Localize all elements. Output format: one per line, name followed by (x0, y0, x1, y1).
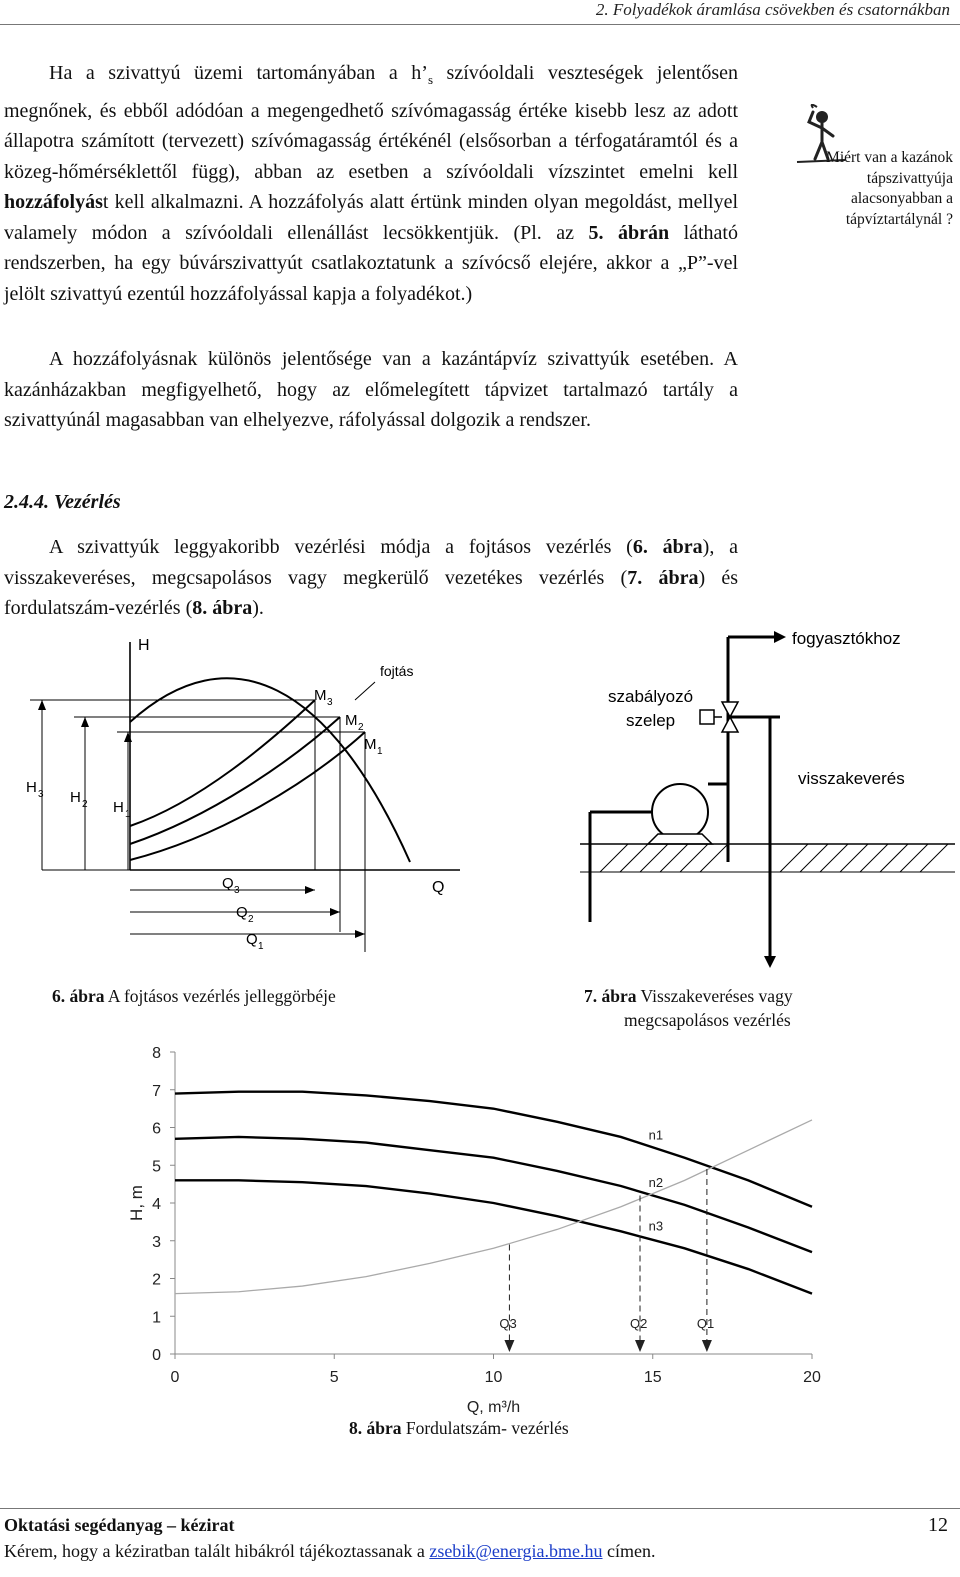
figure-7-caption: 7. ábra Visszakeveréses vagy (584, 986, 793, 1006)
y-axis-label: H, m (127, 1185, 146, 1221)
bold-term: hozzáfolyás (4, 191, 103, 213)
label-m2: M (345, 712, 358, 729)
marker-label: Q2 (630, 1316, 648, 1331)
valve-box-icon (700, 710, 714, 724)
svg-text:2: 2 (358, 722, 364, 733)
label-q3: Q (222, 875, 234, 892)
figure-6-caption: 6. ábra A fojtásos vezérlés jelleggörbéje (52, 986, 336, 1006)
paragraph-section: A szivattyúk leggyakoribb vezérlési módja a fojtásos vezérlés (6. ábra), a visszakeveréses, megcsapolásos vagy megkerülő vezetékes vezérlés (7. ábra) és fordulatszám-vezérlés (8. ábra). (4, 536, 738, 619)
y-tick-label: 4 (152, 1196, 161, 1213)
x-tick-label: 10 (484, 1369, 503, 1386)
svg-text:1: 1 (258, 941, 264, 952)
x-tick-label: 0 (170, 1369, 180, 1386)
figure-8-caption: 8. ábra Fordulatszám- vezérlés (349, 1418, 569, 1438)
label-m1: M (364, 736, 377, 753)
footer-rule (0, 1508, 960, 1509)
y-tick-label: 5 (152, 1158, 161, 1176)
series-label-n2: n2 (648, 1174, 664, 1190)
marker-arrow-icon (702, 1340, 712, 1352)
section-heading: 2.4.4. Vezérlés (4, 491, 121, 513)
label-m3: M (314, 687, 327, 704)
email-link[interactable]: zsebik@energia.bme.hu (429, 1541, 603, 1561)
arrow-to-consumers-icon (774, 631, 786, 643)
label-q2: Q (236, 904, 248, 921)
marker-label: Q3 (499, 1316, 517, 1331)
throttle-curve-1 (130, 732, 365, 860)
label-q1: Q (246, 931, 258, 948)
margin-note: Miért van a kazánok tápszivattyúja alacsonyabban a tápvíztartálynál ? (826, 149, 953, 228)
y-tick-label: 8 (152, 1045, 161, 1062)
svg-text:1: 1 (377, 746, 383, 757)
x-tick-label: 5 (329, 1369, 339, 1386)
label-valve-1: szabályozó (608, 687, 694, 706)
marker-label: Q1 (696, 1316, 715, 1331)
page-number: 12 (928, 1514, 948, 1536)
series-label-n3: n3 (648, 1218, 664, 1234)
y-tick-label: 0 (152, 1347, 161, 1364)
svg-text:3: 3 (327, 697, 333, 708)
svg-text:1: 1 (125, 809, 131, 820)
figure-6-throttle-curve (0, 622, 470, 977)
x-tick-label: 15 (643, 1369, 662, 1386)
paragraph-intro-1: Ha a szivattyú üzemi tartományában a $h’_s$ szívóoldali veszteségek jelentősen megnőnek, és ebből adódóan a megengedhető szívómagasság értéke kisebb lesz az adott állapotra számított (tervezett) szívómagasság értékénél (elsősorban a térfogatáramtól és a közeg-hőmérséklettől függ), abban az esetben a szívóoldali vízszintet emelni kell hozzáfolyást kell alkalmazni. A hozzáfolyás alatt értünk minden olyan megoldást, mellyel valamely módon a szívóoldali ellenállást lecsökkentjük. (Pl. az 5. ábrán látható rendszerben, ha egy búvárszivattyút csatlakoztatunk a szívócső elejére, akkor a „P”-vel jelölt szivattyú ezentúl hozzáfolyással kapja a folyadékot.) (4, 62, 738, 305)
marker-arrow-icon (504, 1340, 514, 1352)
label-h2: H (70, 789, 81, 806)
y-tick-label: 2 (152, 1271, 161, 1289)
fig-ref: 5. ábrán (588, 221, 670, 244)
label-h1: H (113, 799, 124, 816)
axis-label-h: H (138, 637, 150, 654)
svg-text:2: 2 (248, 914, 254, 925)
svg-text:2: 2 (82, 799, 88, 810)
paragraph-intro-2: A hozzáfolyásnak különös jelentősége van a kazántápvíz szivattyúk esetében. A kazánházakban megfigyelhető, hogy az előmelegített tápvizet tartalmazó tartály a szivattyúnál magasabban van elhelyezve, ráfolyással dolgozik a rendszer. (4, 348, 738, 431)
pump-icon (652, 784, 708, 840)
label-fojtas: fojtás (380, 663, 414, 679)
svg-text:3: 3 (234, 885, 240, 896)
label-h3: H (26, 779, 37, 796)
y-tick-label: 6 (152, 1120, 161, 1138)
series-line-n1 (175, 1092, 812, 1207)
footer-notice: Kérem, hogy a kéziratban talált hibákról tájékoztassanak a zsebik@energia.bme.hu címen. (4, 1541, 656, 1561)
header-rule (0, 24, 960, 25)
fig-ref: 8. ábra (192, 597, 253, 619)
label-consumers: fogyasztókhoz (792, 629, 901, 648)
fig-ref: 7. ábra (627, 566, 699, 589)
fig-ref: 6. ábra (632, 536, 703, 558)
y-tick-label: 1 (152, 1309, 161, 1327)
valve-icon (722, 702, 738, 717)
y-tick-label: 7 (152, 1082, 161, 1100)
throttle-curve-3 (130, 700, 315, 826)
footer-title: Oktatási segédanyag – kézirat (4, 1515, 235, 1535)
running-header: 2. Folyadékok áramlása csövekben és csatornákban (595, 0, 950, 19)
label-recirc: visszakeverés (798, 769, 905, 788)
label-valve-2: szelep (626, 711, 676, 730)
fojtas-leader (355, 682, 375, 700)
figure-7-caption-line2: megcsapolásos vezérlés (624, 1010, 791, 1030)
svg-text:3: 3 (38, 789, 44, 800)
x-tick-label: 20 (803, 1369, 821, 1386)
throttle-curve-2 (130, 717, 340, 844)
figure-7-recirculation-diagram (580, 622, 955, 977)
figure-8-speed-control-chart (110, 1038, 830, 1420)
y-tick-label: 3 (152, 1233, 161, 1251)
series-line-n2 (175, 1137, 812, 1252)
series-label-n1: n1 (648, 1127, 664, 1143)
system-curve (175, 1120, 812, 1294)
marker-arrow-icon (635, 1340, 645, 1352)
ground-hatch (600, 844, 948, 872)
axis-label-q: Q (432, 879, 445, 896)
series-line-n3 (175, 1180, 812, 1293)
x-axis-label: Q, m³/h (466, 1399, 521, 1416)
pump-curve (130, 678, 410, 862)
arrow-down-icon (764, 956, 776, 968)
